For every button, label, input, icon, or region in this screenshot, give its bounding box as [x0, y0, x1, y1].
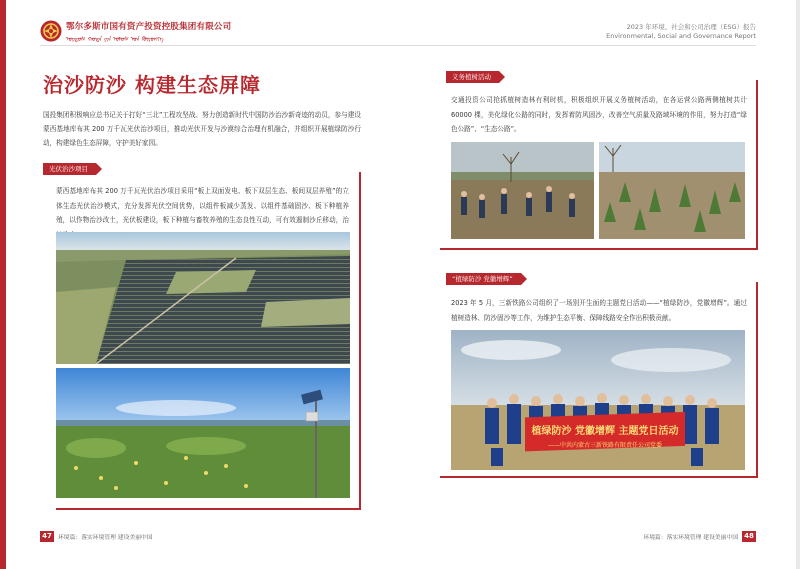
- header-divider: [40, 45, 756, 46]
- tree-planting-photo-2: [599, 142, 745, 239]
- page-number-right: 48: [742, 531, 756, 542]
- banner-title: 植绿防沙 党徽增辉 主题党日活动: [531, 426, 679, 437]
- intro-paragraph: 国投集团积极响应总书记关于打好“三北”工程攻坚战、努力创造新时代中国防沙治沙新奇迹的动员，参与建设蒙西基地库布其 200 万千瓦光伏治沙项目，推动光伏开发与沙漠综合治理有机融合，并组织开展植绿防沙行动，构建绿色生态屏障，守护美好家园。: [43, 111, 361, 147]
- tree-planting-text: 交通投资公司抢抓植树造林有利时机，积极组织开展义务植树活动，在各运营公路两侧植树共计 60000 棵，美化绿化公路的同时，发挥着防风固沙，改善空气质量及路域环境的作用，努力打造“绿色公路”、“生态公路”。: [451, 96, 747, 133]
- footer-text-left: 环境篇：落实环境管理 建设美丽中国: [58, 535, 153, 541]
- company-name-mongolian: ᠣᠷᠳᠣᠰ ᠬᠣᠲᠠ ᠶᠢᠨ ᠤᠯᠤᠰ ᠤᠨ ᠬᠥᠷᠦᠩᠭᠡ: [66, 36, 164, 43]
- page-number-left: 47: [40, 531, 54, 542]
- pv-project-tag: 光伏治沙项目: [43, 163, 96, 175]
- company-logo-icon: [40, 20, 62, 42]
- banner-subtitle: ——中共内蒙古三新铁路有限责任公司党委: [547, 442, 663, 449]
- company-name-cn: 鄂尔多斯市国有资产投资控股集团有限公司: [66, 22, 232, 32]
- tree-planting-photo-1: [451, 142, 594, 239]
- green-meadow-photo: [56, 368, 350, 498]
- section-title: 治沙防沙 构建生态屏障: [43, 73, 261, 97]
- report-title-en: Environmental, Social and Governance Report: [606, 32, 756, 40]
- left-edge-bar: [0, 0, 6, 569]
- right-edge-bar: [796, 0, 800, 569]
- party-day-text: 2023 年 5 月，三新铁路公司组织了一场别开生面的主题党日活动——“植绿防沙，党徽增辉”。通过植树造林、防沙固沙等工作，为维护生态平衡、保障线路安全作出积极贡献。: [451, 299, 747, 322]
- party-group-photo: [451, 330, 745, 470]
- tree-planting-tag: 义务植树活动: [446, 71, 499, 83]
- pv-project-text: 蒙西基地库布其 200 万千瓦光伏治沙项目采用“板上双面发电、板下双层生态、板间双层养殖”的立体生态光伏治沙模式，充分发挥光伏空间优势，以组件板减少蒸发、以组件基础固沙、板下种植养殖，以作物治沙改土，光伏板建设，板下种植与畜牧养殖的生态良性互动，可有效遏制沙丘移动，治: [56, 187, 349, 224]
- party-day-tag: “植绿防沙 党徽增辉”: [446, 273, 521, 285]
- solar-farm-photo: [56, 232, 350, 364]
- report-title-cn: 2023 年环境、社会和公司治理（ESG）报告: [626, 23, 756, 31]
- footer-text-right: 环境篇：落实环境管理 建设美丽中国: [643, 535, 738, 541]
